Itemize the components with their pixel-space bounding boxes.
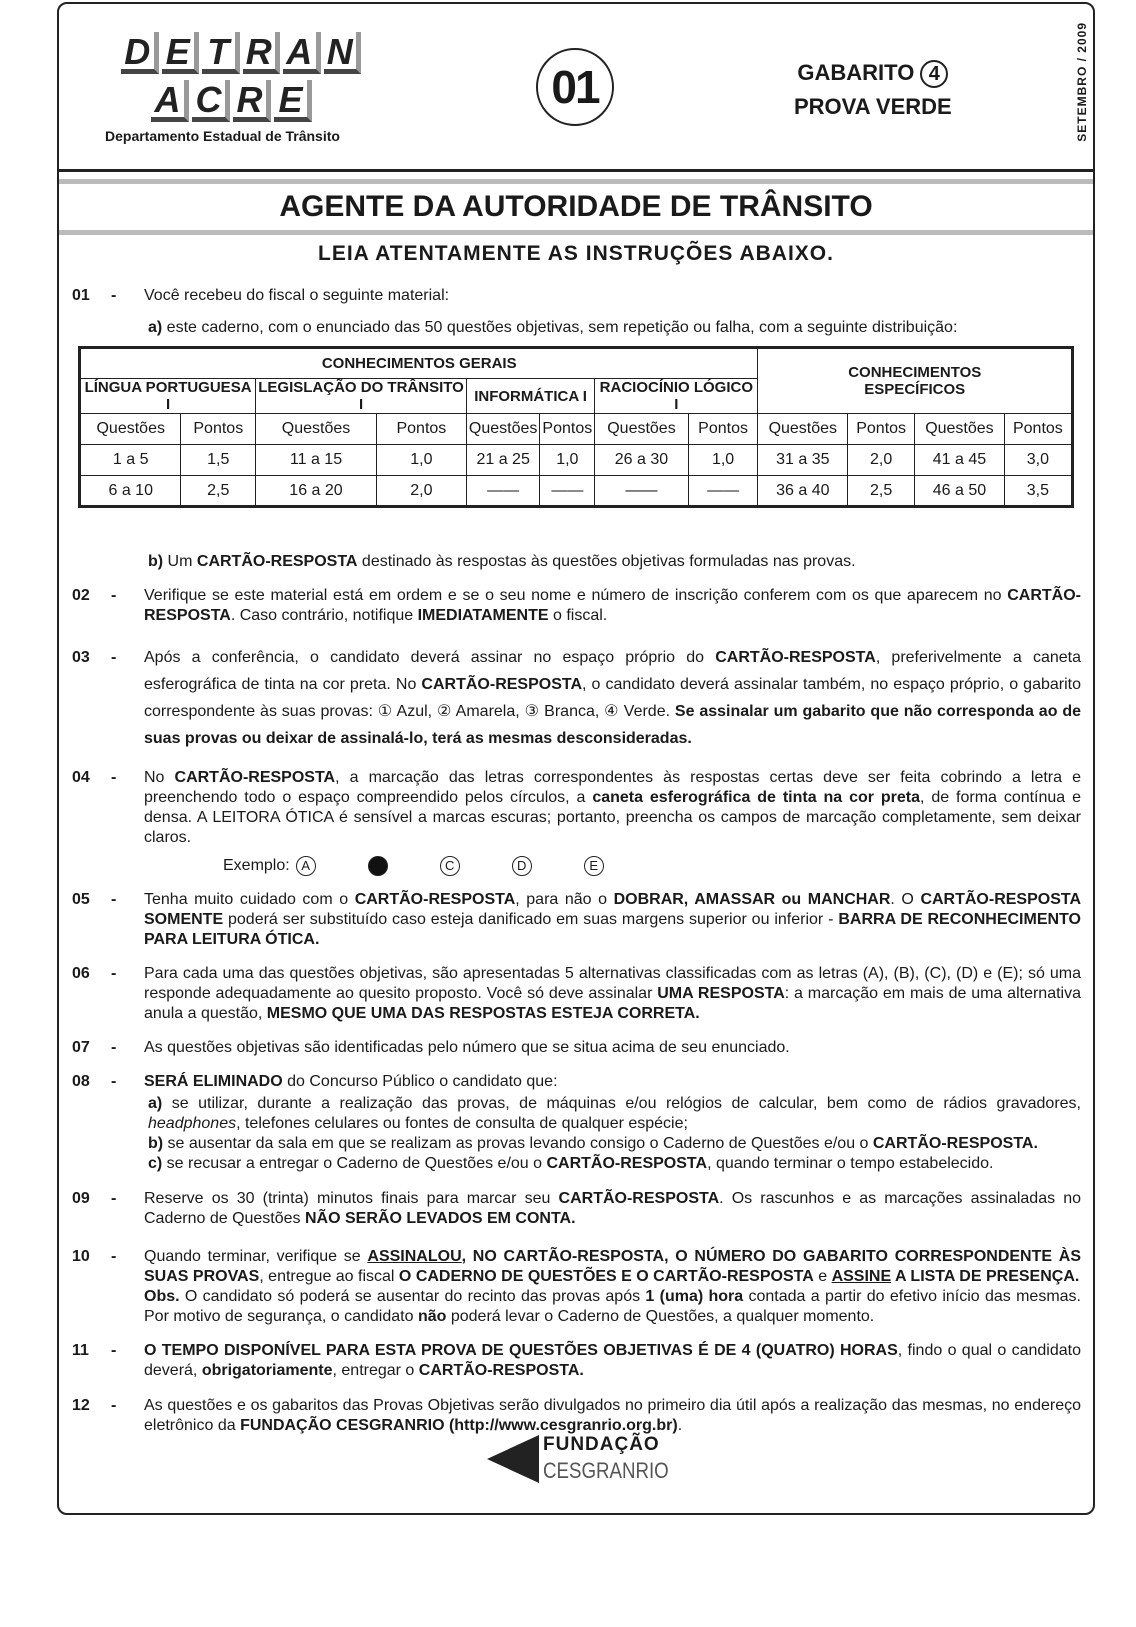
- text-segment: c): [148, 1155, 163, 1172]
- instruction-item: [59, 1396, 1093, 1436]
- table-cell: ——: [540, 476, 595, 507]
- table-cell: 2,5: [848, 476, 915, 507]
- text-segment: headphones: [148, 1115, 237, 1132]
- text-segment: No: [144, 769, 175, 786]
- logo-letter: A: [151, 80, 189, 122]
- item-number: 11: [72, 1342, 89, 1359]
- text-segment: SERÁ ELIMINADO: [144, 1073, 283, 1090]
- column-header: Pontos: [688, 414, 758, 445]
- text-segment: , findo o qual o candidato deverá,: [144, 1342, 1081, 1379]
- table-cell: 16 a 20: [256, 476, 377, 507]
- marking-example: [99, 856, 1093, 876]
- text-segment: , para não o: [515, 891, 614, 908]
- logo-letter: E: [274, 80, 312, 122]
- text-segment: Após a conferência, o candidato deverá assinar no espaço próprio do: [144, 649, 716, 666]
- gabarito-info: [794, 56, 952, 124]
- table-header-row: [80, 348, 1073, 379]
- table-row: [80, 445, 1073, 476]
- column-header: Pontos: [181, 414, 256, 445]
- text-segment: CARTÃO-RESPOSTA.: [418, 1362, 584, 1379]
- table-cell: 2,5: [181, 476, 256, 507]
- text-segment: O CADERNO DE QUESTÕES E O CARTÃO-RESPOSTA: [398, 1268, 814, 1285]
- logo-letter: N: [324, 32, 362, 74]
- item-dash: -: [111, 965, 117, 982]
- text-segment: se utilizar, durante a realização das provas, de máquinas e/ou relógios de calcular, bem como de rádios gravadores,: [162, 1095, 1081, 1112]
- subject-header: LEGISLAÇÃO DO TRÂNSITO I: [256, 379, 467, 414]
- table-cell: 1,0: [540, 445, 595, 476]
- exam-date: SETEMBRO / 2009: [1075, 22, 1089, 142]
- text-segment: contada a partir do efetivo início das mesmas. Por motivo de segurança, o candidato: [144, 1288, 1081, 1325]
- distribution-table: [78, 346, 1074, 508]
- table-row: [80, 476, 1073, 507]
- column-header: Questões: [256, 414, 377, 445]
- item-number: 07: [72, 1039, 90, 1056]
- text-segment: CARTÃO-RESPOSTA SOMENTE: [144, 891, 1082, 928]
- table-cell: ——: [688, 476, 758, 507]
- text-segment: CARTÃO-RESPOSTA: [546, 1155, 708, 1172]
- text-segment: CARTÃO-RESPOSTA.: [872, 1135, 1038, 1152]
- table-cell: ——: [595, 476, 688, 507]
- text-segment: ASSINE: [831, 1268, 892, 1285]
- logo-subtitle: Departamento Estadual de Trânsito: [105, 128, 340, 144]
- table-cell: 11 a 15: [256, 445, 377, 476]
- instruction-item: [59, 318, 1093, 338]
- triangle-logo-icon: [487, 1435, 539, 1483]
- item-dash: -: [111, 587, 117, 604]
- text-segment: BARRA DE RECONHECIMENTO PARA LEITURA ÓTICA.: [144, 911, 1081, 948]
- text-segment: . O: [890, 891, 921, 908]
- table-cell: 26 a 30: [595, 445, 688, 476]
- text-segment: O TEMPO DISPONÍVEL PARA ESTA PROVA DE QUESTÕES OBJETIVAS É DE 4 (QUATRO) HORAS: [144, 1342, 898, 1359]
- text-segment: , o candidato deverá assinalar também, no espaço próprio, o gabarito correspondente às suas provas: ① Azul, ② Amarela, ③ Branca, ④ Verde.: [144, 676, 1081, 720]
- text-segment: e: [813, 1268, 832, 1285]
- text-segment: b): [148, 553, 164, 570]
- table-cell: ——: [466, 476, 539, 507]
- column-header: Pontos: [1004, 414, 1072, 445]
- table-cell: 2,0: [376, 476, 466, 507]
- text-segment: CARTÃO-RESPOSTA: [715, 649, 876, 666]
- column-header: Questões: [915, 414, 1005, 445]
- text-segment: FUNDAÇÃO CESGRANRIO (http://www.cesgranrio.org.br): [240, 1417, 678, 1434]
- text-segment: poderá levar o Caderno de Questões, a qualquer momento.: [446, 1308, 875, 1325]
- instruction-item: [59, 890, 1093, 950]
- gabarito-number: 4: [920, 60, 948, 88]
- example-label: Exemplo:: [223, 857, 290, 874]
- instruction-item: [59, 964, 1093, 1024]
- text-segment: UMA RESPOSTA: [657, 985, 785, 1002]
- table-cell: 36 a 40: [758, 476, 848, 507]
- item-number: 06: [72, 965, 90, 982]
- text-segment: a): [148, 1095, 163, 1112]
- item-number: 08: [72, 1073, 90, 1090]
- header: [59, 4, 1093, 172]
- table-cell: 46 a 50: [915, 476, 1005, 507]
- text-segment: Um: [163, 553, 197, 570]
- logo-letter: T: [202, 32, 240, 74]
- text-segment: obrigatoriamente: [201, 1362, 333, 1379]
- table-cell: 41 a 45: [915, 445, 1005, 476]
- text-segment: o fiscal.: [548, 607, 608, 624]
- instruction-item: [59, 1072, 1093, 1092]
- text-segment: Reserve os 30 (trinta) minutos finais para marcar seu: [144, 1190, 559, 1207]
- text-segment: , telefones celulares ou fontes de consulta de qualquer espécie;: [236, 1115, 688, 1132]
- text-segment: O candidato só poderá se ausentar do recinto das provas após: [179, 1288, 646, 1305]
- text-segment: CARTÃO-RESPOSTA: [196, 553, 358, 570]
- text-segment: As questões objetivas são identificadas pelo número que se situa acima de seu enunciado.: [144, 1039, 790, 1056]
- table-cell: 1 a 5: [80, 445, 181, 476]
- logo-letter: R: [233, 80, 271, 122]
- column-header: Pontos: [540, 414, 595, 445]
- instruction-item: [59, 586, 1093, 626]
- text-segment: , entregar o: [332, 1362, 419, 1379]
- text-segment: 1 (uma) hora: [645, 1288, 744, 1305]
- subject-header: INFORMÁTICA I: [466, 379, 594, 414]
- item-dash: -: [111, 1073, 117, 1090]
- table-cell: 3,5: [1004, 476, 1072, 507]
- text-segment: .: [677, 1417, 683, 1434]
- table-cell: 21 a 25: [466, 445, 539, 476]
- item-number: 04: [72, 769, 90, 786]
- exam-title: AGENTE DA AUTORIDADE DE TRÂNSITO: [59, 179, 1093, 235]
- item-dash: -: [111, 769, 117, 786]
- column-header: Questões: [80, 414, 181, 445]
- item-number: 03: [72, 649, 90, 666]
- text-segment: caneta esferográfica de tinta na cor preta: [592, 789, 920, 806]
- logo-letter: A: [283, 32, 321, 74]
- table-cell: 3,0: [1004, 445, 1072, 476]
- item-number: 09: [72, 1190, 90, 1207]
- item-number: 01: [72, 287, 90, 304]
- logo-line1: FUNDAÇÃO: [543, 1434, 660, 1455]
- column-header: Questões: [466, 414, 539, 445]
- text-segment: DOBRAR, AMASSAR ou MANCHAR: [613, 891, 891, 908]
- answer-bubble: C: [440, 856, 460, 876]
- instructions-heading: LEIA ATENTAMENTE AS INSTRUÇÕES ABAIXO.: [318, 242, 834, 265]
- text-segment: poderá ser substituído caso esteja danificado em suas margens superior ou inferior -: [223, 911, 839, 928]
- text-segment: Quando terminar, verifique se: [144, 1248, 368, 1265]
- text-segment: CARTÃO-RESPOSTA: [174, 769, 336, 786]
- prova-color: PROVA VERDE: [794, 94, 952, 119]
- answer-bubble: D: [512, 856, 532, 876]
- table-column-row: [80, 414, 1073, 445]
- booklet-number: 01: [536, 48, 614, 126]
- item-dash: -: [111, 649, 117, 666]
- cesgranrio-logo: [487, 1434, 691, 1484]
- item-dash: -: [111, 1248, 117, 1265]
- item-number: 05: [72, 891, 90, 908]
- item-dash: -: [111, 1039, 117, 1056]
- text-segment: a): [148, 319, 163, 336]
- group-header: CONHECIMENTOS ESPECÍFICOS: [758, 348, 1073, 414]
- column-header: Questões: [758, 414, 848, 445]
- item-dash: -: [111, 891, 117, 908]
- instruction-item: [59, 286, 1093, 306]
- text-segment: Obs.: [144, 1288, 180, 1305]
- table-cell: 31 a 35: [758, 445, 848, 476]
- column-header: Questões: [595, 414, 688, 445]
- instruction-item: [59, 1287, 1093, 1327]
- logo-letter: C: [192, 80, 230, 122]
- text-segment: CARTÃO-RESPOSTA: [421, 676, 583, 693]
- item-number: 12: [72, 1397, 90, 1414]
- text-segment: ASSINALOU: [367, 1248, 462, 1265]
- item-number: 02: [72, 587, 90, 604]
- text-segment: do Concurso Público o candidato que:: [282, 1073, 558, 1090]
- instruction-item: [59, 1094, 1093, 1134]
- text-segment: Se assinalar um gabarito que não corresponda ao de suas provas ou deixar de assinalá-lo, terá as mesmas desconsideradas.: [144, 703, 1082, 747]
- text-segment: As questões e os gabaritos das Provas Objetivas serão divulgados no primeiro dia útil após a realização das mesmas, no endereço eletrônico da: [144, 1397, 1081, 1434]
- text-segment: b): [148, 1135, 164, 1152]
- text-segment: , a marcação das letras correspondentes às respostas certas deve ser feita cobrindo a letra e preenchendo todo o espaço compreendido pelos círculos, a: [144, 769, 1081, 806]
- item-dash: -: [111, 1190, 117, 1207]
- text-segment: . Os rascunhos e as marcações assinaladas no Caderno de Questões: [144, 1190, 1081, 1227]
- instruction-item: [59, 1341, 1093, 1381]
- text-segment: . Caso contrário, notifique: [230, 607, 418, 624]
- instruction-item: [59, 1189, 1093, 1229]
- text-segment: , quando terminar o tempo estabelecido.: [707, 1155, 994, 1172]
- item-number: 10: [72, 1248, 90, 1265]
- text-segment: se ausentar da sala em que se realizam as provas levando consigo o Caderno de Questões e/ou o: [163, 1135, 873, 1152]
- subject-header: RACIOCÍNIO LÓGICO I: [595, 379, 758, 414]
- gabarito-label: GABARITO: [797, 60, 915, 85]
- text-segment: Para cada uma das questões objetivas, são apresentadas 5 alternativas classificadas com as letras (A), (B), (C), (D) e (E); só uma responde adequadamente ao quesito proposto. Você só deve assinalar: [144, 965, 1081, 1002]
- text-segment: NÃO SERÃO LEVADOS EM CONTA.: [305, 1210, 576, 1227]
- text-segment: CARTÃO-RESPOSTA: [144, 587, 1081, 624]
- document-page: [57, 2, 1095, 1515]
- item-dash: -: [111, 1397, 117, 1414]
- column-header: Pontos: [376, 414, 466, 445]
- subject-header: LÍNGUA PORTUGUESA I: [80, 379, 256, 414]
- text-segment: Tenha muito cuidado com o: [144, 891, 355, 908]
- instruction-item: [59, 1247, 1093, 1287]
- instructions-list: [59, 286, 1093, 1436]
- text-segment: Você recebeu do fiscal o seguinte material:: [144, 287, 450, 304]
- text-segment: , preferivelmente a caneta esferográfica de tinta na cor preta. No: [144, 649, 1081, 693]
- logo-letter: D: [121, 32, 159, 74]
- text-segment: este caderno, com o enunciado das 50 questões objetivas, sem repetição ou falha, com a seguinte distribuição:: [162, 319, 958, 336]
- instruction-item: [59, 644, 1093, 752]
- table-cell: 1,0: [688, 445, 758, 476]
- instruction-item: [59, 1134, 1093, 1154]
- answer-bubble: [368, 856, 388, 876]
- table-cell: 1,0: [376, 445, 466, 476]
- text-segment: CARTÃO-RESPOSTA: [558, 1190, 720, 1207]
- text-segment: não: [417, 1308, 447, 1325]
- item-dash: -: [111, 1342, 117, 1359]
- table-cell: 2,0: [848, 445, 915, 476]
- column-header: Pontos: [848, 414, 915, 445]
- logo-letter: E: [162, 32, 200, 74]
- instruction-item: [59, 1038, 1093, 1058]
- text-segment: IMEDIATAMENTE: [417, 607, 549, 624]
- item-dash: -: [111, 287, 117, 304]
- answer-bubble: A: [296, 856, 316, 876]
- instruction-item: [59, 768, 1093, 848]
- text-segment: A LISTA DE PRESENÇA.: [891, 1268, 1080, 1285]
- instruction-item: [59, 552, 1093, 572]
- text-segment: Verifique se este material está em ordem e se o seu nome e número de inscrição conferem com os que aparecem no: [144, 587, 1008, 604]
- text-segment: , NO CARTÃO-RESPOSTA, O NÚMERO DO GABARITO CORRESPONDENTE ÀS SUAS PROVAS: [144, 1248, 1081, 1285]
- text-segment: , de forma contínua e densa. A LEITORA ÓTICA é sensível a marcas escuras; portanto, preencha os campos de marcação completamente, sem deixar claros.: [144, 789, 1081, 846]
- detran-acre-logo: [105, 31, 361, 144]
- text-segment: CARTÃO-RESPOSTA: [354, 891, 516, 908]
- instruction-item: [59, 1154, 1093, 1174]
- logo-letter: R: [243, 32, 281, 74]
- logo-line2: CESGRANRIO: [543, 1458, 669, 1483]
- text-segment: se recusar a entregar o Caderno de Questões e/ou o: [162, 1155, 547, 1172]
- answer-bubble: E: [584, 856, 604, 876]
- text-segment: : a marcação em mais de uma alternativa anula a questão,: [144, 985, 1081, 1022]
- table-cell: 1,5: [181, 445, 256, 476]
- table-cell: 6 a 10: [80, 476, 181, 507]
- text-segment: , entregue ao fiscal: [259, 1268, 399, 1285]
- text-segment: MESMO QUE UMA DAS RESPOSTAS ESTEJA CORRETA.: [266, 1005, 700, 1022]
- text-segment: destinado às respostas às questões objetivas formuladas nas provas.: [357, 553, 856, 570]
- group-header: CONHECIMENTOS GERAIS: [80, 348, 758, 379]
